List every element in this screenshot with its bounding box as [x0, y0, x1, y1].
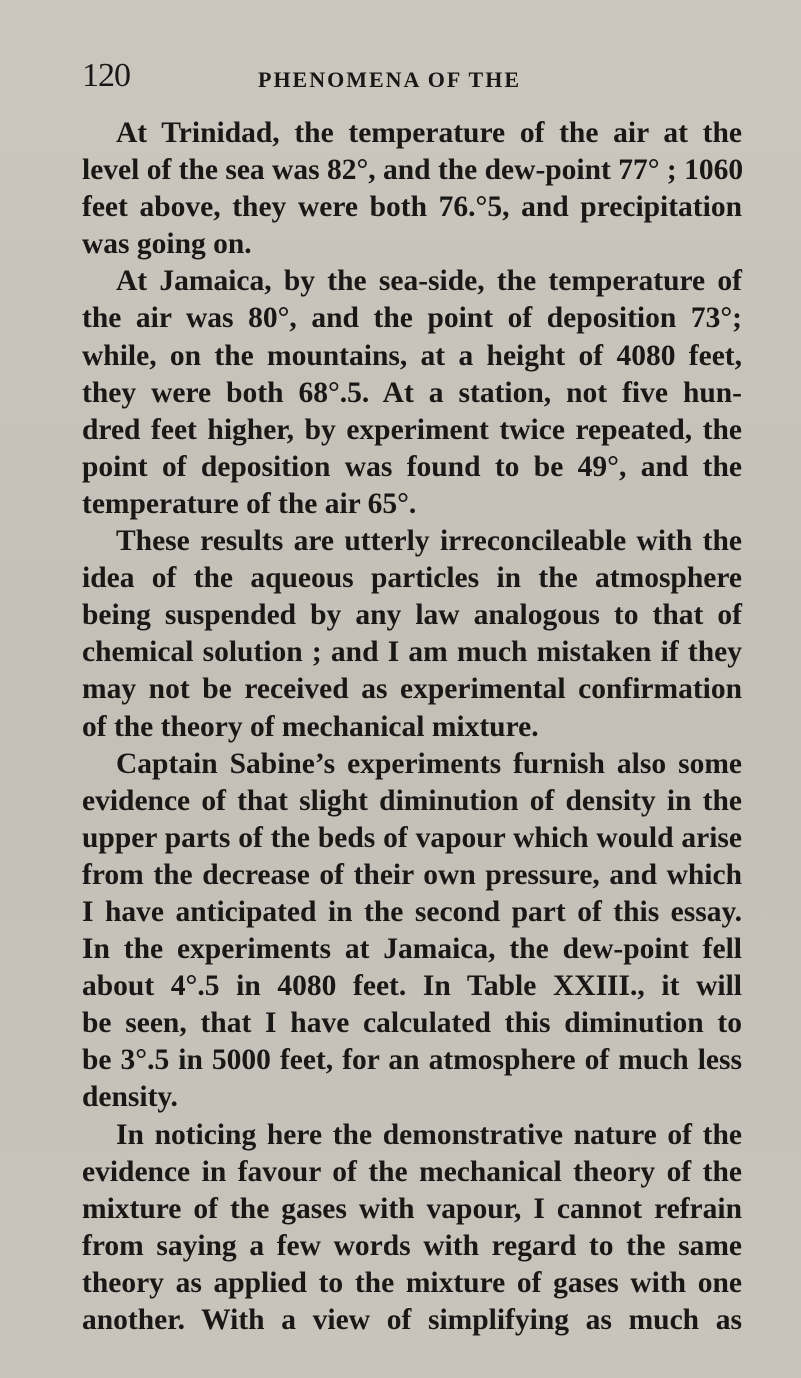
text-line: mixture of the gases with vapour, I cannot refrain — [82, 1192, 742, 1225]
text-line: theory as applied to the mixture of gases with one — [82, 1266, 742, 1299]
text-line: I have anticipated in the second part of this essay. — [82, 895, 742, 928]
text-line: be seen, that I have calculated this diminution to — [82, 1007, 742, 1040]
text-line: At Jamaica, by the sea-side, the temperature of — [116, 265, 742, 298]
text-line: evidence in favour of the mechanical theory of the — [82, 1155, 742, 1188]
text-line: from the decrease of their own pressure, and which — [82, 858, 742, 891]
body-text — [82, 115, 742, 1339]
text-line: At Trinidad, the temperature of the air at the — [116, 117, 742, 149]
text-line: may not be received as experimental confirmation — [82, 673, 742, 706]
text-line: point of deposition was found to be 49°, and the — [82, 450, 742, 483]
text-line: another. With a view of simplifying as much as — [82, 1304, 742, 1336]
text-line: of the theory of mechanical mixture. — [82, 710, 539, 743]
text-line: was going on. — [82, 228, 252, 261]
text-line: dred feet higher, by experiment twice repeated, the — [82, 413, 742, 446]
page-number: 120 — [82, 57, 130, 94]
text-line: feet above, they were both 76.°5, and precipitation — [82, 191, 742, 224]
text-line: about 4°.5 in 4080 feet. In Table XXIII., it will — [82, 970, 742, 1003]
running-head: PHENOMENA OF THE — [258, 67, 522, 92]
text-line: from saying a few words with regard to the same — [82, 1229, 742, 1262]
text-line: being suspended by any law analogous to that of — [82, 599, 742, 632]
text-line: temperature of the air 65°. — [82, 487, 417, 520]
text-line: chemical solution ; and I am much mistaken if they — [82, 636, 742, 669]
text-line: be 3°.5 in 5000 feet, for an atmosphere of much less — [82, 1044, 742, 1077]
text-line: idea of the aqueous particles in the atmosphere — [82, 562, 742, 595]
text-line: evidence of that slight diminution of density in the — [82, 784, 742, 817]
text-line: density. — [82, 1081, 178, 1114]
text-line: the air was 80°, and the point of deposition 73°; — [82, 302, 742, 335]
text-line: upper parts of the beds of vapour which would arise — [82, 821, 742, 854]
text-line: while, on the mountains, at a height of 4080 feet, — [82, 339, 742, 372]
text-line: In noticing here the demonstrative nature of the — [116, 1118, 742, 1151]
text-line: they were both 68°.5. At a station, not five hun- — [82, 376, 742, 409]
text-line: These results are utterly irreconcileable with the — [116, 525, 742, 558]
text-line: In the experiments at Jamaica, the dew-point fell — [82, 933, 742, 966]
text-line: Captain Sabine’s experiments furnish also some — [116, 747, 742, 780]
text-line: level of the sea was 82°, and the dew-point 77° ; 1060 — [82, 154, 744, 187]
